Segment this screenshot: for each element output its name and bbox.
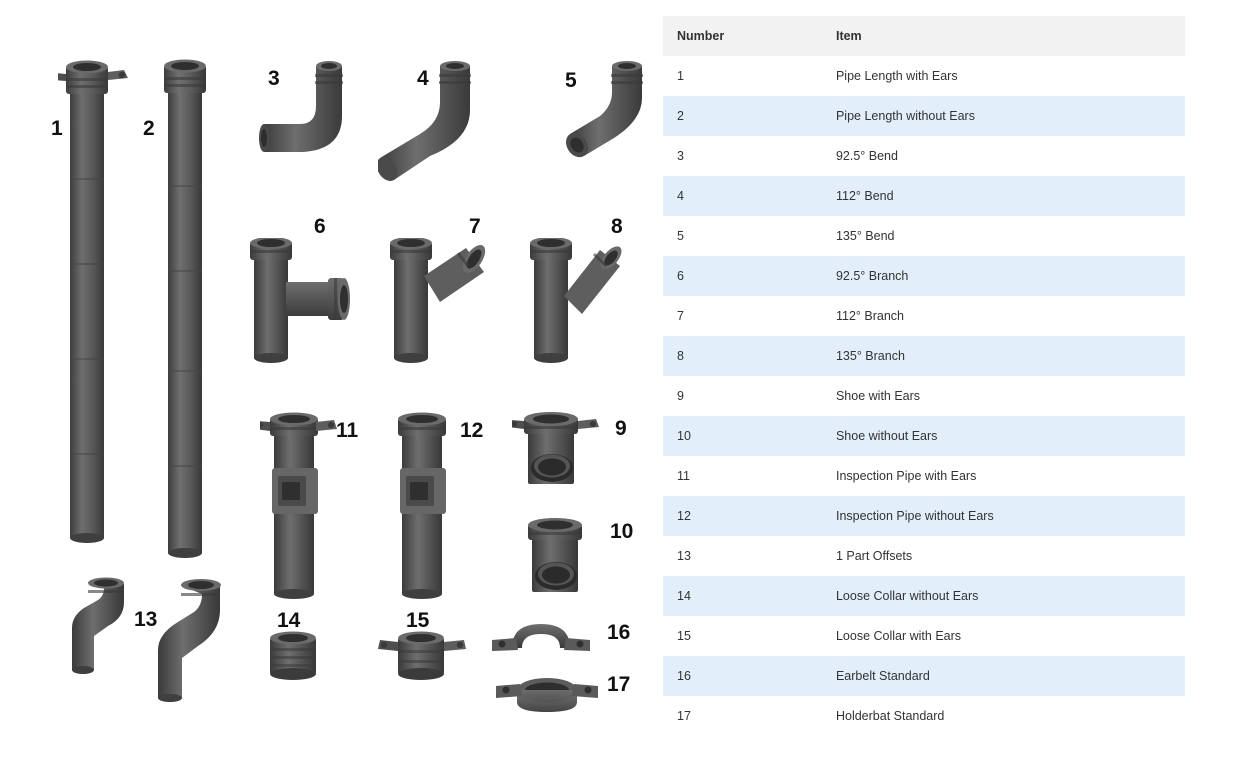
cell-item: 135° Branch xyxy=(822,336,1185,376)
part-6-branch-92 xyxy=(248,238,363,368)
cell-number: 17 xyxy=(663,696,822,736)
cell-number: 16 xyxy=(663,656,822,696)
items-table-container xyxy=(663,16,1185,736)
part-1-pipe-length-with-ears xyxy=(58,58,138,548)
part-2-pipe-length-without-ears xyxy=(156,55,216,560)
part-label-7: 7 xyxy=(469,215,481,238)
table-row xyxy=(663,216,1185,256)
part-9-shoe-with-ears xyxy=(512,412,602,500)
table-row xyxy=(663,416,1185,456)
cell-number: 10 xyxy=(663,416,822,456)
cell-item: Shoe with Ears xyxy=(822,376,1185,416)
cell-number: 1 xyxy=(663,56,822,96)
table-row xyxy=(663,376,1185,416)
cell-item: 92.5° Bend xyxy=(822,136,1185,176)
cell-item: 112° Bend xyxy=(822,176,1185,216)
table-row xyxy=(663,256,1185,296)
cell-number: 8 xyxy=(663,336,822,376)
part-4-bend-112 xyxy=(378,58,503,188)
table-row xyxy=(663,96,1185,136)
table-row xyxy=(663,496,1185,536)
table-row xyxy=(663,456,1185,496)
cell-number: 11 xyxy=(663,456,822,496)
part-label-2: 2 xyxy=(143,117,155,140)
part-label-15: 15 xyxy=(406,609,430,632)
part-label-9: 9 xyxy=(615,417,627,440)
cell-item: Inspection Pipe with Ears xyxy=(822,456,1185,496)
cell-item: Shoe without Ears xyxy=(822,416,1185,456)
part-label-10: 10 xyxy=(610,520,634,543)
part-8-branch-135 xyxy=(520,238,635,368)
cell-number: 4 xyxy=(663,176,822,216)
table-row xyxy=(663,136,1185,176)
cell-number: 9 xyxy=(663,376,822,416)
items-table xyxy=(663,16,1185,736)
table-row xyxy=(663,336,1185,376)
cell-item: 1 Part Offsets xyxy=(822,536,1185,576)
cell-item: Loose Collar with Ears xyxy=(822,616,1185,656)
part-14-loose-collar-without-ears xyxy=(262,630,324,686)
header-number: Number xyxy=(663,16,822,56)
part-10-shoe-without-ears xyxy=(518,518,598,608)
part-label-5: 5 xyxy=(565,69,577,92)
part-17-holderbat-standard xyxy=(492,668,602,716)
cell-item: 135° Bend xyxy=(822,216,1185,256)
part-label-11: 11 xyxy=(336,419,359,442)
part-15-loose-collar-with-ears xyxy=(378,630,468,686)
table-row xyxy=(663,536,1185,576)
part-label-13: 13 xyxy=(134,608,158,631)
table-row xyxy=(663,656,1185,696)
part-label-14: 14 xyxy=(277,609,301,632)
part-label-17: 17 xyxy=(607,673,631,696)
cell-number: 13 xyxy=(663,536,822,576)
part-label-16: 16 xyxy=(607,621,631,644)
cell-item: 112° Branch xyxy=(822,296,1185,336)
cell-item: Loose Collar without Ears xyxy=(822,576,1185,616)
cell-number: 14 xyxy=(663,576,822,616)
table-row xyxy=(663,296,1185,336)
part-7-branch-112 xyxy=(388,238,503,368)
items-table-head xyxy=(663,16,1185,56)
cell-item: 92.5° Branch xyxy=(822,256,1185,296)
cell-item: Earbelt Standard xyxy=(822,656,1185,696)
cell-number: 2 xyxy=(663,96,822,136)
part-12-inspection-pipe-without-ears xyxy=(388,412,468,602)
cell-item: Pipe Length without Ears xyxy=(822,96,1185,136)
part-16-earbelt-standard xyxy=(486,618,596,658)
table-row xyxy=(663,696,1185,736)
cell-number: 3 xyxy=(663,136,822,176)
cell-number: 12 xyxy=(663,496,822,536)
part-label-6: 6 xyxy=(314,215,326,238)
part-label-8: 8 xyxy=(611,215,623,238)
part-label-1: 1 xyxy=(51,117,63,140)
cell-item: Holderbat Standard xyxy=(822,696,1185,736)
part-13-one-part-offsets xyxy=(62,566,252,706)
cell-item: Inspection Pipe without Ears xyxy=(822,496,1185,536)
part-3-bend-92 xyxy=(246,58,366,168)
table-row xyxy=(663,616,1185,656)
cell-number: 7 xyxy=(663,296,822,336)
header-item: Item xyxy=(822,16,1185,56)
cell-number: 15 xyxy=(663,616,822,656)
cell-number: 6 xyxy=(663,256,822,296)
table-row xyxy=(663,176,1185,216)
part-label-3: 3 xyxy=(268,67,280,90)
table-row xyxy=(663,56,1185,96)
table-header-row xyxy=(663,16,1185,56)
part-label-12: 12 xyxy=(460,419,484,442)
cell-number: 5 xyxy=(663,216,822,256)
cell-item: Pipe Length with Ears xyxy=(822,56,1185,96)
table-row xyxy=(663,576,1185,616)
part-label-4: 4 xyxy=(417,67,429,90)
items-table-body xyxy=(663,56,1185,736)
